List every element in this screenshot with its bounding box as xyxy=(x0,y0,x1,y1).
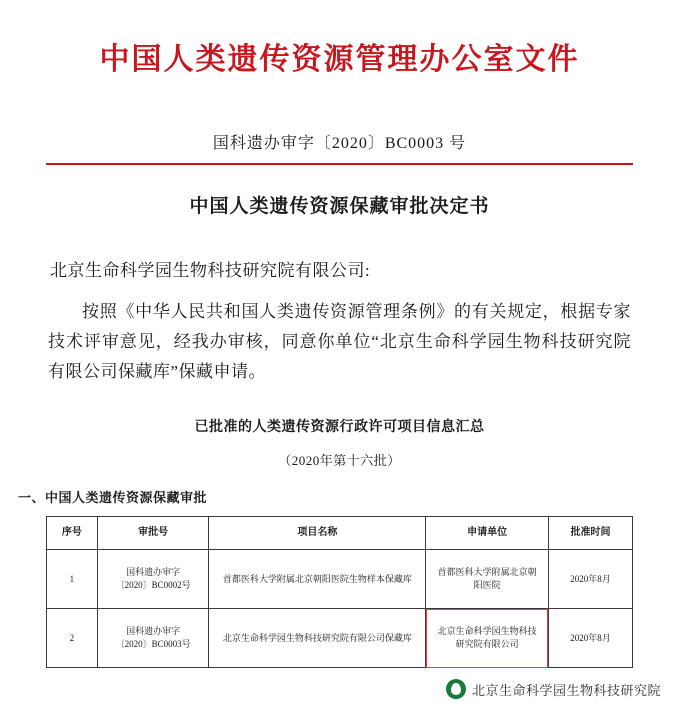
red-divider-rule xyxy=(46,163,633,165)
row-no: 2 xyxy=(47,609,98,668)
row-org-line1: 北京生命科学园生物科技 xyxy=(437,626,537,637)
row-org-line2: 研究院有限公司 xyxy=(455,639,519,650)
table-header-no: 序号 xyxy=(47,517,98,550)
row-code xyxy=(97,550,209,609)
row-org-line2: 阳医院 xyxy=(473,580,501,591)
table-header-code: 审批号 xyxy=(97,517,209,550)
row-date: 2020年8月 xyxy=(548,550,632,609)
document-title: 中国人类遗传资源管理办公室文件 xyxy=(99,43,580,76)
row-project: 首都医科大学附属北京朝阳医院生物样本保藏库 xyxy=(209,550,426,609)
table-row xyxy=(47,609,633,668)
row-org xyxy=(426,550,549,609)
leaf-logo-icon xyxy=(446,679,466,699)
row-code-line1: 国科遗办审字 xyxy=(126,626,181,637)
row-org-highlighted xyxy=(426,609,549,668)
recipient-line: 北京生命科学园生物科技研究院有限公司: xyxy=(50,261,371,280)
body-paragraph: 按照《中华人民共和国人类遗传资源管理条例》的有关规定，根据专家技术评审意见，经我办审核，同意你单位“北京生命科学园生物科技研究院有限公司保藏库”保藏申请。 xyxy=(48,302,631,381)
row-code xyxy=(97,609,209,668)
footer-brand xyxy=(446,679,661,699)
batch-line: （2020年第十六批） xyxy=(278,453,401,469)
table-header-date: 批准时间 xyxy=(548,517,632,550)
row-org-line1: 首都医科大学附属北京朝 xyxy=(437,567,537,578)
row-code-line1: 国科遗办审字 xyxy=(126,567,181,578)
document-number: 国科遗办审字〔2020〕BC0003 号 xyxy=(212,135,467,152)
row-date: 2020年8月 xyxy=(548,609,632,668)
table-header-project: 项目名称 xyxy=(209,517,426,550)
table-header-row xyxy=(47,517,633,550)
decision-title: 中国人类遗传资源保藏审批决定书 xyxy=(189,196,490,217)
row-project: 北京生命科学园生物科技研究院有限公司保藏库 xyxy=(209,609,426,668)
table-row xyxy=(47,550,633,609)
section-heading: 已批准的人类遗传资源行政许可项目信息汇总 xyxy=(194,420,485,436)
approval-table xyxy=(46,516,633,668)
row-no: 1 xyxy=(47,550,98,609)
document-page xyxy=(0,34,679,713)
list-heading: 一、中国人类遗传资源保藏审批 xyxy=(18,490,208,506)
row-code-line2: 〔2020〕BC0002号 xyxy=(115,580,191,591)
brand-name: 北京生命科学园生物科技研究院 xyxy=(471,682,661,698)
row-code-line2: 〔2020〕BC0003号 xyxy=(115,639,191,650)
table-header-org: 申请单位 xyxy=(426,517,549,550)
